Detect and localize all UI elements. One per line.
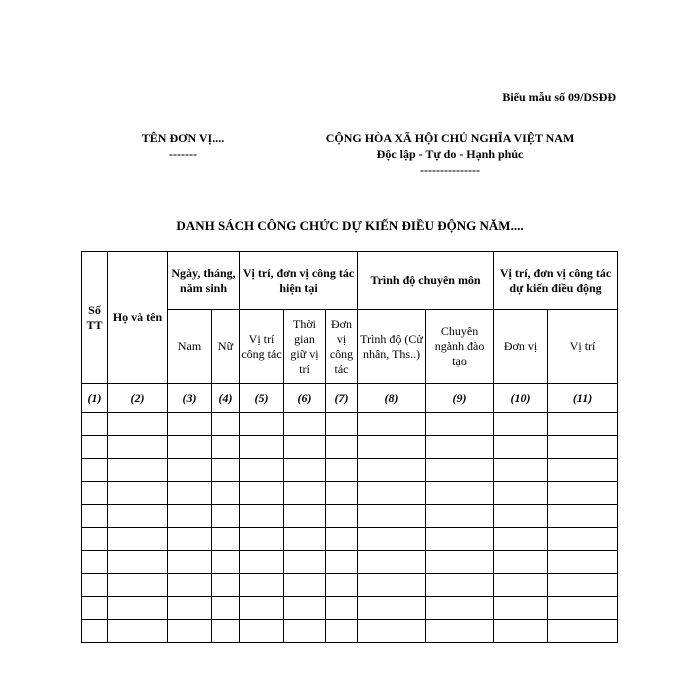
table-cell bbox=[426, 528, 494, 551]
table-cell bbox=[82, 528, 108, 551]
header-planned-position: Vị trí, đơn vị công tác dự kiến điều động bbox=[494, 252, 618, 310]
column-number-row bbox=[82, 384, 618, 413]
table-cell bbox=[548, 574, 618, 597]
column-number: (5) bbox=[240, 384, 284, 413]
nation-separator: --------------- bbox=[420, 163, 480, 177]
table-cell bbox=[108, 597, 168, 620]
table-cell bbox=[168, 413, 212, 436]
table-cell bbox=[426, 551, 494, 574]
table-cell bbox=[168, 436, 212, 459]
table-cell bbox=[108, 551, 168, 574]
subheader-planned-unit: Đơn vị bbox=[494, 310, 548, 384]
table-cell bbox=[212, 597, 240, 620]
nation-title: CỘNG HÒA XÃ HỘI CHỦ NGHĨA VIỆT NAM bbox=[325, 131, 575, 145]
column-number: (3) bbox=[168, 384, 212, 413]
table-cell bbox=[168, 620, 212, 643]
table-cell bbox=[426, 459, 494, 482]
table-cell bbox=[168, 505, 212, 528]
table-cell bbox=[212, 482, 240, 505]
table-cell bbox=[82, 436, 108, 459]
header-stt: Số TT bbox=[82, 252, 108, 384]
table-cell bbox=[358, 574, 426, 597]
table-row bbox=[82, 436, 618, 459]
table-row bbox=[82, 620, 618, 643]
table-cell bbox=[548, 528, 618, 551]
table-cell bbox=[326, 551, 358, 574]
table-cell bbox=[426, 620, 494, 643]
column-number: (2) bbox=[108, 384, 168, 413]
header-name: Họ và tên bbox=[108, 252, 168, 384]
table-cell bbox=[358, 436, 426, 459]
table-cell bbox=[168, 597, 212, 620]
table-cell bbox=[494, 436, 548, 459]
table-row bbox=[82, 574, 618, 597]
table-cell bbox=[548, 551, 618, 574]
table-cell bbox=[108, 528, 168, 551]
subheader-level: Trình độ (Cử nhân, Ths..) bbox=[358, 310, 426, 384]
table-cell bbox=[358, 482, 426, 505]
organization-block bbox=[118, 130, 248, 162]
table-cell bbox=[326, 413, 358, 436]
nation-motto: Độc lập - Tự do - Hạnh phúc bbox=[376, 147, 524, 161]
table-row bbox=[82, 551, 618, 574]
table-row bbox=[82, 413, 618, 436]
table-cell bbox=[240, 620, 284, 643]
table-cell bbox=[240, 459, 284, 482]
column-number: (4) bbox=[212, 384, 240, 413]
table-cell bbox=[284, 482, 326, 505]
table-cell bbox=[82, 551, 108, 574]
table-row bbox=[82, 505, 618, 528]
table-cell bbox=[82, 620, 108, 643]
table-cell bbox=[494, 413, 548, 436]
table-cell bbox=[108, 574, 168, 597]
table-cell bbox=[82, 482, 108, 505]
subheader-planned-position: Vị trí bbox=[548, 310, 618, 384]
table-cell bbox=[494, 620, 548, 643]
table-cell bbox=[240, 413, 284, 436]
personnel-table bbox=[81, 251, 618, 643]
column-number: (6) bbox=[284, 384, 326, 413]
table-cell bbox=[284, 597, 326, 620]
table-cell bbox=[284, 574, 326, 597]
table-cell bbox=[284, 620, 326, 643]
table-cell bbox=[548, 413, 618, 436]
table-cell bbox=[548, 482, 618, 505]
table-row bbox=[82, 459, 618, 482]
subheader-unit: Đơn vị công tác bbox=[326, 310, 358, 384]
table-cell bbox=[108, 436, 168, 459]
table-cell bbox=[548, 436, 618, 459]
header-current-position: Vị trí, đơn vị công tác hiện tại bbox=[240, 252, 358, 310]
table-cell bbox=[212, 620, 240, 643]
table-cell bbox=[494, 597, 548, 620]
header-dob: Ngày, tháng, năm sinh bbox=[168, 252, 240, 310]
table-cell bbox=[212, 551, 240, 574]
table-cell bbox=[108, 413, 168, 436]
table-cell bbox=[108, 505, 168, 528]
table-cell bbox=[212, 528, 240, 551]
table-cell bbox=[82, 459, 108, 482]
table-cell bbox=[358, 413, 426, 436]
table-cell bbox=[548, 620, 618, 643]
table-cell bbox=[240, 574, 284, 597]
table-cell bbox=[212, 436, 240, 459]
table-cell bbox=[168, 528, 212, 551]
table-cell bbox=[284, 528, 326, 551]
table-cell bbox=[240, 505, 284, 528]
table-cell bbox=[168, 482, 212, 505]
table-cell bbox=[168, 459, 212, 482]
table-cell bbox=[426, 505, 494, 528]
column-number: (9) bbox=[426, 384, 494, 413]
table-row bbox=[82, 597, 618, 620]
table-cell bbox=[82, 574, 108, 597]
table-cell bbox=[326, 436, 358, 459]
table-cell bbox=[426, 436, 494, 459]
table-cell bbox=[108, 459, 168, 482]
table-cell bbox=[494, 528, 548, 551]
table-cell bbox=[284, 551, 326, 574]
table-cell bbox=[212, 413, 240, 436]
organization-name: TÊN ĐƠN VỊ.... bbox=[141, 131, 225, 145]
table-cell bbox=[212, 574, 240, 597]
table-cell bbox=[426, 482, 494, 505]
table-cell bbox=[358, 459, 426, 482]
table-cell bbox=[548, 459, 618, 482]
table-cell bbox=[326, 482, 358, 505]
table-cell bbox=[326, 528, 358, 551]
table-row bbox=[82, 482, 618, 505]
column-number: (7) bbox=[326, 384, 358, 413]
table-cell bbox=[548, 505, 618, 528]
table-cell bbox=[358, 551, 426, 574]
form-number: Biểu mẫu số 09/DSĐĐ bbox=[502, 90, 616, 104]
table-cell bbox=[240, 551, 284, 574]
table-cell bbox=[168, 551, 212, 574]
table-cell bbox=[284, 505, 326, 528]
table-cell bbox=[284, 459, 326, 482]
table-cell bbox=[284, 436, 326, 459]
table-cell bbox=[426, 574, 494, 597]
subheader-position: Vị trí công tác bbox=[240, 310, 284, 384]
table-cell bbox=[212, 505, 240, 528]
table-cell bbox=[82, 505, 108, 528]
table-cell bbox=[358, 505, 426, 528]
table-row bbox=[82, 528, 618, 551]
table-cell bbox=[548, 597, 618, 620]
table-cell bbox=[240, 436, 284, 459]
subheader-major: Chuyên ngành đào tạo bbox=[426, 310, 494, 384]
table-cell bbox=[240, 482, 284, 505]
table-cell bbox=[326, 505, 358, 528]
table-cell bbox=[240, 528, 284, 551]
table-cell bbox=[240, 597, 284, 620]
column-number: (11) bbox=[548, 384, 618, 413]
table-cell bbox=[494, 574, 548, 597]
national-header bbox=[290, 130, 610, 178]
header-qualification: Trình độ chuyên môn bbox=[358, 252, 494, 310]
table-cell bbox=[284, 413, 326, 436]
table-cell bbox=[494, 551, 548, 574]
table-cell bbox=[358, 528, 426, 551]
table-cell bbox=[494, 505, 548, 528]
table-cell bbox=[358, 597, 426, 620]
subheader-time-held: Thời gian giữ vị trí bbox=[284, 310, 326, 384]
table-body bbox=[82, 413, 618, 643]
subheader-male: Nam bbox=[168, 310, 212, 384]
table-cell bbox=[326, 620, 358, 643]
table-cell bbox=[108, 620, 168, 643]
subheader-female: Nữ bbox=[212, 310, 240, 384]
table-cell bbox=[326, 574, 358, 597]
table-cell bbox=[168, 574, 212, 597]
table-cell bbox=[82, 597, 108, 620]
table-cell bbox=[326, 597, 358, 620]
table-cell bbox=[426, 413, 494, 436]
column-number: (10) bbox=[494, 384, 548, 413]
table-cell bbox=[82, 413, 108, 436]
table-cell bbox=[426, 597, 494, 620]
table-cell bbox=[494, 482, 548, 505]
table-cell bbox=[494, 459, 548, 482]
document-title: DANH SÁCH CÔNG CHỨC DỰ KIẾN ĐIỀU ĐỘNG NĂM.... bbox=[176, 218, 524, 233]
column-number: (8) bbox=[358, 384, 426, 413]
column-number: (1) bbox=[82, 384, 108, 413]
table-cell bbox=[108, 482, 168, 505]
table-cell bbox=[358, 620, 426, 643]
table-cell bbox=[326, 459, 358, 482]
organization-separator: ------- bbox=[169, 147, 197, 161]
table-cell bbox=[212, 459, 240, 482]
